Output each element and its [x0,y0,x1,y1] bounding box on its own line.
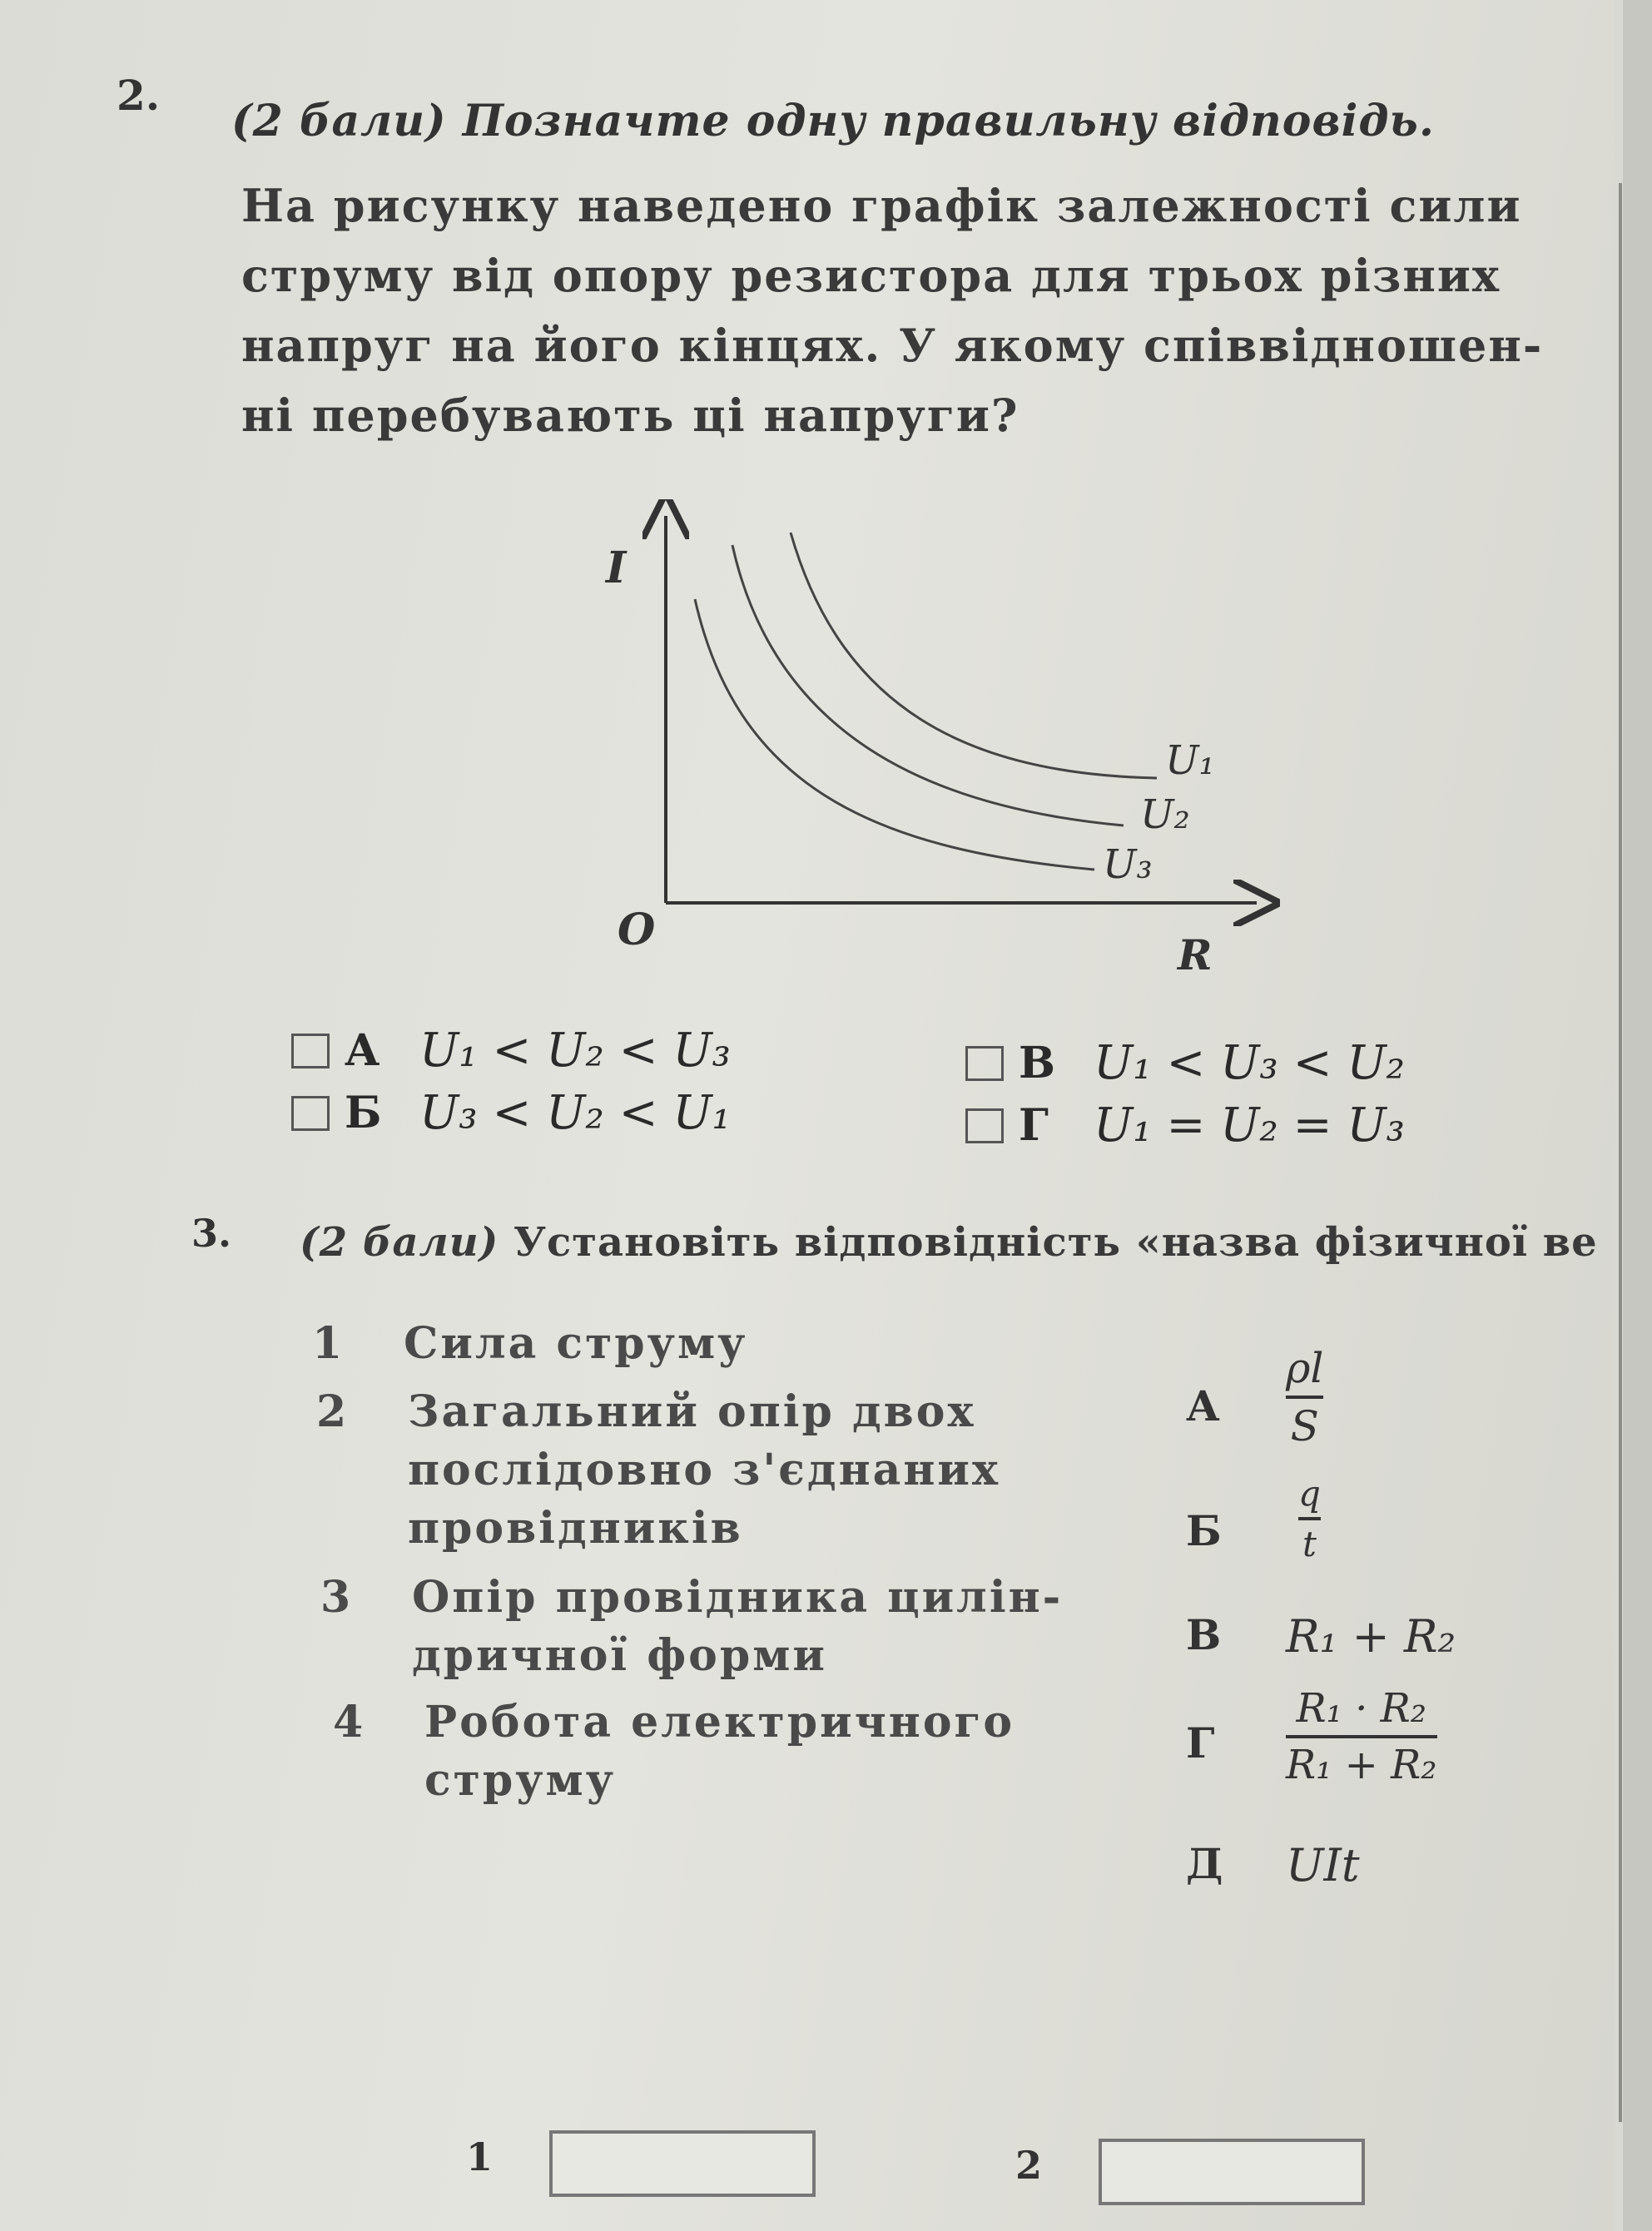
option-letter: Г [1019,1100,1049,1151]
item-line: послідовно з'єднаних [408,1445,1000,1495]
answer-box-1[interactable] [549,2130,816,2197]
answer-label-1: 1 [466,2134,494,2179]
q3-left-item-3 [320,1569,1064,1685]
q3-right-letter-v: В [1186,1610,1222,1659]
item-number: 2 [316,1386,350,1437]
item-line: провідників [408,1503,743,1554]
checkbox[interactable] [291,1096,330,1131]
option-letter: А [345,1025,380,1076]
checkbox[interactable] [291,1034,330,1068]
option-b[interactable] [291,1086,731,1140]
x-axis-label: R [1178,930,1213,979]
q3-formula-b [1298,1473,1321,1564]
numerator: ρl [1286,1344,1324,1392]
y-axis-label: I [606,543,627,593]
q3-right-letter-d: Д [1186,1839,1223,1888]
q3-formula-g [1286,1685,1437,1788]
answer-label-2: 2 [1015,2143,1043,2188]
answer-box-2[interactable] [1099,2139,1365,2205]
q3-left-item-1 [312,1315,748,1373]
item-line: дричної форми [412,1630,827,1681]
q3-formula-d: UIt [1286,1839,1360,1891]
numerator: R₁ · R₂ [1296,1685,1427,1732]
current-resistance-graph [566,499,1315,982]
q2-question-text [241,171,1543,450]
denominator: R₁ + R₂ [1286,1742,1437,1788]
q3-left-item-4 [333,1693,1015,1810]
item-line: Опір провідника цилін- [412,1572,1064,1623]
page-edge [1619,183,1622,2122]
q3-header-text: Установіть відповідність «назва фізичної ве [513,1219,1598,1266]
option-expression: U₁ < U₂ < U₃ [419,1024,731,1078]
denominator: S [1290,1402,1319,1450]
curve-label-u2: U₂ [1140,791,1190,838]
curve-u1 [791,533,1157,778]
item-line: Загальний опір двох [408,1386,976,1437]
option-expression: U₃ < U₂ < U₁ [419,1086,731,1140]
option-g[interactable] [965,1098,1405,1153]
q2-text-line: напруг на його кінцях. У якому співвідношен- [241,319,1544,372]
option-expression: U₁ < U₃ < U₂ [1094,1036,1405,1090]
fraction-bar [1298,1517,1321,1520]
q3-left-item-2 [316,1383,1000,1558]
q2-number: 2. [117,71,161,120]
item-line: Робота електричного [424,1697,1015,1748]
q3-points: (2 бали) [300,1219,499,1266]
option-letter: В [1019,1038,1055,1088]
fraction-bar [1286,1396,1323,1399]
option-expression: U₁ = U₂ = U₃ [1094,1098,1405,1153]
numerator: q [1298,1473,1321,1514]
q3-formula-v: R₁ + R₂ [1286,1610,1456,1663]
item-line: Сила струму [404,1318,748,1369]
q2-header: (2 бали) Позначте одну правильну відповідь. [231,96,1435,146]
q2-text-line: струму від опору резистора для трьох різних [241,249,1501,302]
option-v[interactable] [965,1036,1405,1090]
q3-right-letter-a: А [1186,1381,1220,1430]
denominator: t [1302,1524,1317,1564]
q2-text-line: ні перебувають ці напруги? [241,389,1019,442]
q2-text-line: На рисунку наведено графік залежності сили [241,179,1522,232]
q3-number: 3. [191,1211,232,1256]
checkbox[interactable] [965,1108,1004,1143]
option-letter: Б [345,1088,382,1138]
q3-right-letter-g: Г [1186,1718,1215,1767]
item-line: струму [424,1755,616,1806]
option-a[interactable] [291,1024,731,1078]
item-number: 3 [320,1572,354,1623]
checkbox[interactable] [965,1046,1004,1081]
q3-right-letter-b: Б [1186,1506,1222,1555]
fraction-bar [1286,1735,1437,1738]
q3-formula-a [1286,1344,1323,1450]
curve-label-u1: U₁ [1165,737,1215,784]
curve-label-u3: U₃ [1103,841,1153,888]
q3-header [300,1219,1598,1266]
origin-label: O [618,905,656,955]
curve-u2 [732,545,1124,825]
page-margin [1623,0,1652,2231]
curve-u3 [695,599,1094,870]
item-number: 1 [312,1318,345,1369]
item-number: 4 [333,1697,366,1748]
